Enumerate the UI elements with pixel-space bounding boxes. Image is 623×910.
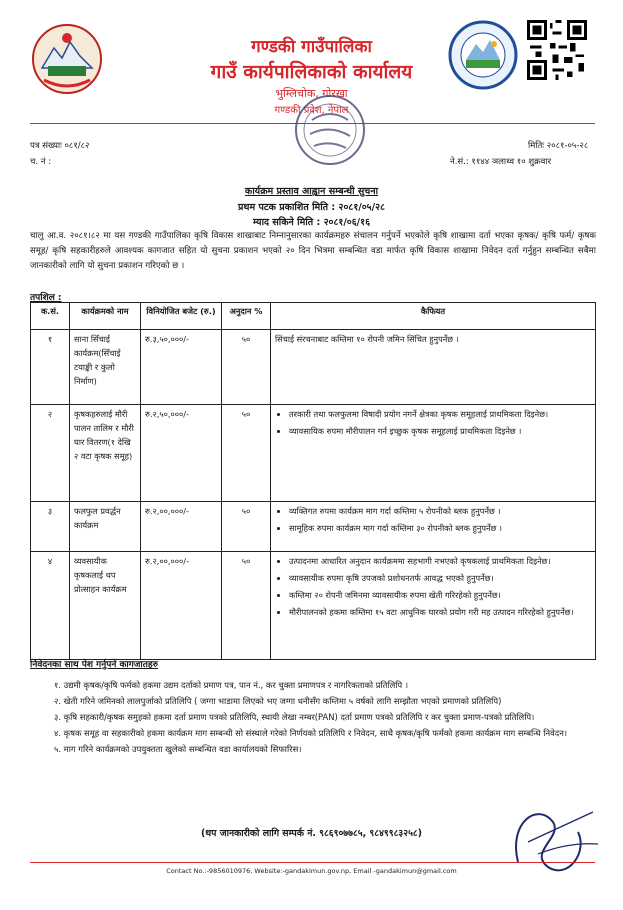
cell-grant: ५० [222,502,271,552]
col-program-name: कार्यक्रमको नाम [70,303,141,330]
cell-remarks [271,552,596,660]
cell-serial: ४ [31,552,70,660]
document-item: २. खेती गरिने जमिनको लालपुर्जाको प्रतिलिपि ( जग्गा भाडामा लिएको भए जग्गा धनीसँग कम्तिमा ५ वर्षको लागि सम्झौता भएको प्रमाणको प्रतिलिपि) [54,696,502,706]
cell-budget: रु.३,५०,०००/- [141,330,222,405]
office-location: भुम्लिचोक, गोरखा [275,87,348,100]
details-heading: तपशिल : [30,293,62,303]
cell-budget: रु.२,५०,०००/- [141,405,222,502]
table-row [31,552,596,660]
col-grant: अनुदान % [222,303,271,330]
dispatch-number: च. नं : [30,157,52,167]
table-header-row [31,303,596,330]
cell-budget: रु.२,००,०००/- [141,552,222,660]
office-name: गाउँ कार्यपालिकाको कार्यालय [210,61,413,83]
remark-item: • मौरीपालनको हकमा कम्तिमा १५ वटा आधुनिक घारको प्रयोग गरी मह उत्पादन गरिरहेको हुनुपर्नेछ। [289,605,591,619]
cell-grant: ५० [222,552,271,660]
cell-serial: २ [31,405,70,502]
qr-code-icon [527,20,587,80]
table-row [31,405,596,502]
office-province: गण्डकी प्रदेश, नेपाल [274,105,349,116]
remark-item: • व्यावसायिक रुपमा मौरीपालन गर्न इच्छुक कृषक समूहलाई प्राथमिकता दिइनेछ । [289,424,591,438]
nepal-sambat-date: ने.सं.: ११४४ ञलाथ्व १० शुक्रवार [450,157,552,167]
notice-title: कार्यक्रम प्रस्ताव आह्वान सम्बन्धी सुचना [244,186,379,197]
cell-budget: रु.२,००,०००/- [141,502,222,552]
program-table [30,302,596,660]
document-item: ५. माग गरिने कार्यक्रमको उपयुक्तता खुलेको सम्बन्धित वडा कार्यालयको सिफारिस। [54,744,302,754]
published-date: प्रथम पटक प्रकाशित मिति : २०८१/०५/२८ [238,202,385,213]
documents-heading: निवेदनका साथ पेश गर्नुपर्ने कागजातहरु [30,660,159,670]
remark-item: • सामूहिक रुपमा कार्यक्रम माग गर्दा कम्तिमा ३० रोपनीको ब्लक हुनुपर्नेछ । [289,521,591,535]
cell-remarks [271,405,596,502]
cell-program-name: फलफुल प्रवर्द्धन कार्यक्रम [70,502,141,552]
remark-item: • उत्पादनमा आधारित अनुदान कार्यक्रममा सहभागी नभएको कृषकलाई प्राथमिकता दिइनेछ। [289,554,591,568]
municipality-name: गण्डकी गाउँपालिका [251,37,372,57]
remarks-list [275,407,591,438]
cell-program-name: व्यवसायीक कृषकलाई थप प्रोत्साहन कार्यक्रम [70,552,141,660]
cell-program-name: साना सिँचाई कार्यक्रम(सिँचाई टयाङ्की र कुलो निर्माण) [70,330,141,405]
table-row [31,502,596,552]
header-divider [30,123,595,124]
remark-item: • तरकारी तथा फलफुलमा विषादी प्रयोग नगर्ने क्षेत्रका कृषक समूहलाई प्राथमिकता दिइनेछ। [289,407,591,421]
cell-grant: ५० [222,405,271,502]
col-budget: विनियोजित बजेट (रु.) [141,303,222,330]
cell-program-name: कृषकहरुलाई मौरी पालन तालिम र मौरी घार वितरण(१ देखि २ वटा कृषक समूह) [70,405,141,502]
remarks-list [275,504,591,535]
document-item: १. उद्यमी कृषक/कृषि फर्मको हकमा उद्यम दर्ताको प्रमाण पत्र, पान नं., कर चुक्ता प्रमाणपत्र र नागरिकताको प्रतिलिपि । [54,680,409,690]
remark-item: • व्यावसायीक रुपमा कृषि उपजको प्रशोधनतर्फ आवद्ध भएको हुनुपर्नेछ। [289,571,591,585]
cell-serial: १ [31,330,70,405]
col-serial: क.सं. [31,303,70,330]
deadline-date: म्याद सकिने मिति : २०८१/०६/१६ [252,217,371,228]
document-item: ३. कृषि सहकारी/कृषक समुहको हकमा दर्ता प्रमाण पत्रको प्रतिलिपि, स्थायी लेखा नम्बर(PAN) दर्ता प्रमाण पत्रको प्रतिलिपि र कर चुक्ता प्रमाण-पत्रको प्रतिलिपि। [54,712,535,722]
letter-number: पत्र संख्याः ०८१/८२ [30,141,90,151]
remarks-list [275,554,591,619]
signature-icon [498,782,608,892]
footer-divider [30,862,595,863]
table-row [31,330,596,405]
office-stamp-icon [290,90,370,170]
remark-item: • कम्तिमा २० रोपनी जमिनमा व्यावसायीक रुपमा खेती गरिरहेको हुनुपर्नेछ। [289,588,591,602]
cell-serial: ३ [31,502,70,552]
intro-paragraph: चालु आ.व. २०८१।८२ मा यस गण्डकी गाउँपालिका कृषि विकास शाखाबाट निम्नानुसारका कार्यक्रमहरु संचालन गर्नुपर्ने भएकोले कृषि शाखामा दर्ता भएका कृषक/ कृषि फर्म/ कृषक समूह/ कृषि सहकारीहरुले आवश्यक कागजात सहित यो सुचना प्रकाशन भएको २० दिन भित्रमा सम्बन्धित वडा मार्फत कृषि विकास शाखामा निवेदन दर्ता गर्नुहुन सम्बन्धित सबैमा जानकारीको लागि यो सुचना प्रकाशन गरिएको छ । [30,231,596,271]
documents-list [34,678,614,758]
col-remarks: कैफियत [271,303,596,330]
letter-date: मितिः २०८१-०५-२८ [528,141,589,151]
municipality-logo-icon [448,20,518,90]
cell-grant: ५० [222,330,271,405]
remark-text: सिंचाई संरचनाबाट कम्तिमा १० रोपनी जमिन सिंचित हुनुपर्नेछ । [275,334,459,344]
remark-item: • व्यक्तिगत रुपमा कार्यक्रम माग गर्दा कम्तिमा ५ रोपनीको ब्लक हुनुपर्नेछ । [289,504,591,518]
cell-remarks [271,330,596,405]
document-item: ४. कृषक समूह वा सहकारीको हकमा कार्यक्रम माग सम्बन्धी सो संस्थाले गरेको निर्णयको प्रतिलिपि र निवेदन, साथै कृषक/कृषि फर्मको हकमा कार्यक्रम माग सम्बन्धि निवेदन। [54,728,568,738]
cell-remarks [271,502,596,552]
footer-contact: Contact No.:-9856010976, Website:-gandakimun.gov.np, Email -gandakimun@gmail.com [166,867,457,875]
contact-numbers: (थप जानकारीको लागि सम्पर्क नं. ९८६९०७७८५, ९८४९९८३२५८) [200,828,422,839]
